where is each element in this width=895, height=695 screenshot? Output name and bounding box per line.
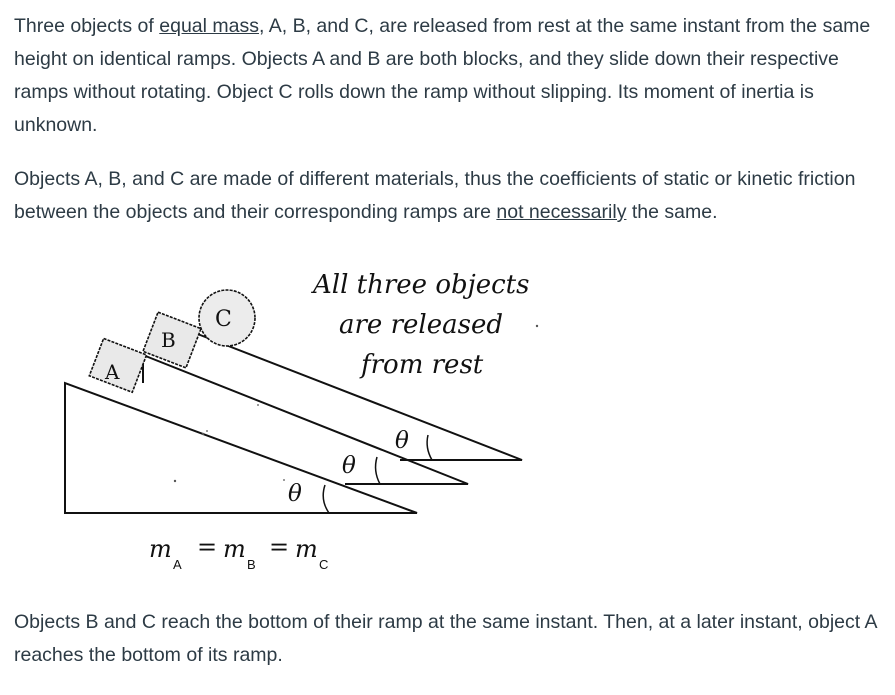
not-necessarily-underline: not necessarily xyxy=(496,201,627,223)
caption-line-1: All three objects xyxy=(313,270,530,300)
label-b: B xyxy=(161,328,176,352)
mass-equation xyxy=(149,533,328,572)
caption-line-3: from rest xyxy=(361,350,484,380)
angle-arc-b xyxy=(376,457,380,484)
label-c: C xyxy=(215,307,232,332)
angle-label-a: θ xyxy=(288,481,302,507)
mass-subscript-c: C xyxy=(319,557,329,572)
result-paragraph: Objects B and C reach the bottom of their ramp at the same instant. Then, at a later instant, object A reaches the bottom of its ramp. xyxy=(14,611,877,666)
ramps-figure xyxy=(55,255,545,590)
mass-subscript-b: B xyxy=(247,557,256,572)
intro-paragraph: Three objects of equal mass, A, B, and C, are released from rest at the same instant from the same height on identical ramps. Objects A and B are both blocks, and they slide down their respective ramps without rotating. Object C rolls down the ramp without slipping. Its moment of inertia is unknown. xyxy=(14,15,871,136)
equal-mass-underline: equal mass xyxy=(159,15,259,37)
mass-subscript-a: A xyxy=(173,557,182,572)
label-a: A xyxy=(105,360,120,384)
mass-symbol-c: m xyxy=(295,535,318,563)
mass-symbol-a: m xyxy=(149,535,172,563)
friction-paragraph: Objects A, B, and C are made of different materials, thus the coefficients of static or kinetic friction between the objects and their corresponding ramps are not necessarily the same. xyxy=(14,168,856,223)
equals-1: = xyxy=(197,533,218,561)
angle-arc-c xyxy=(427,435,432,460)
equals-2: = xyxy=(269,533,290,561)
caption-line-2: are released xyxy=(339,310,503,340)
angle-label-c: θ xyxy=(395,428,409,454)
angle-label-b: θ xyxy=(342,453,356,479)
ramp-a xyxy=(65,383,417,513)
mass-symbol-b: m xyxy=(223,535,246,563)
